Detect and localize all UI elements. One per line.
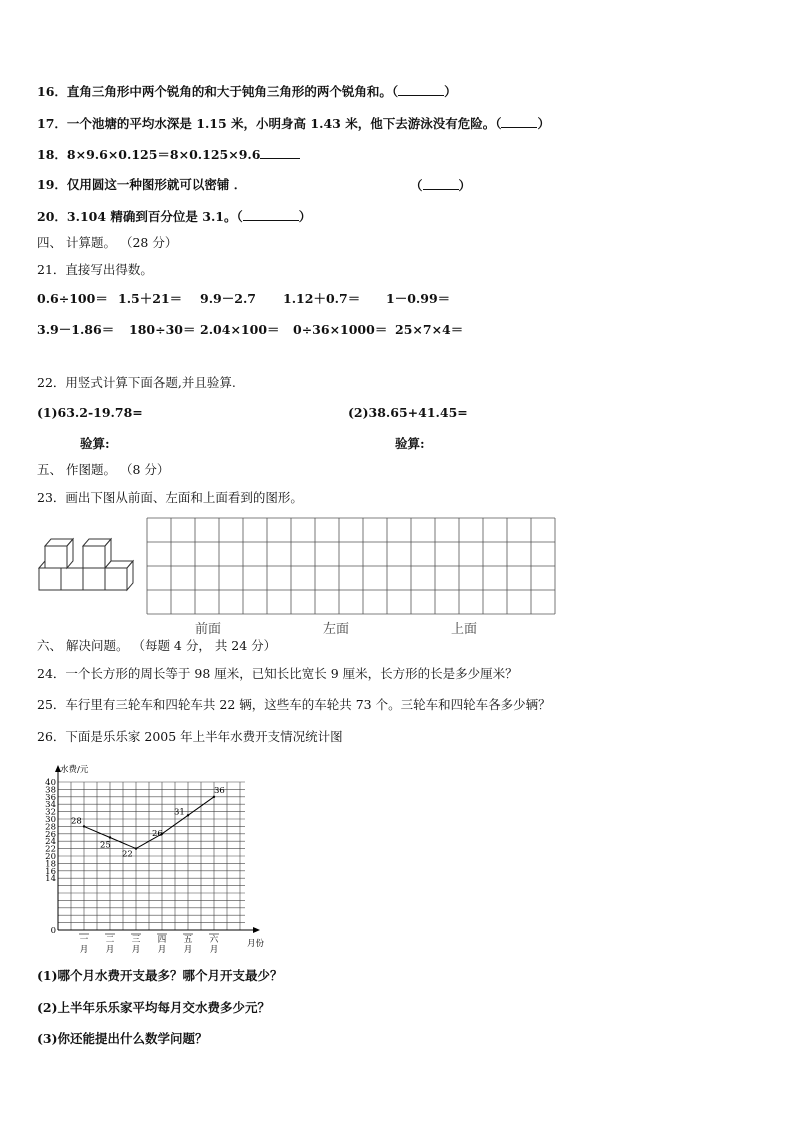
answer-blank[interactable] <box>243 208 299 221</box>
y-tick-label: 16 <box>45 866 56 877</box>
calc-item: 2.04×100＝ <box>200 322 280 337</box>
x-tick-label: 二月 <box>105 935 115 955</box>
question-26: 26．下面是乐乐家 2005 年上半年水费开支情况统计图 <box>37 729 343 744</box>
data-point <box>213 796 215 798</box>
data-point <box>135 847 137 849</box>
question-24: 24．一个长方形的周长等于 98 厘米，已知长比宽长 9 厘米，长方形的长是多少厘米？ <box>37 666 518 681</box>
question-26-1: (1)哪个月水费开支最多？哪个月开支最少？ <box>37 968 283 983</box>
y-tick-label: 36 <box>45 792 56 803</box>
data-point <box>109 836 111 838</box>
calc-item: 180÷30＝ <box>129 322 196 337</box>
question-21: 21．直接写出得数。 <box>37 262 153 277</box>
question-19-text: 19．仅用圆这一种图形就可以密铺 ． <box>37 177 247 192</box>
check-label: 验算: <box>80 436 110 451</box>
drawing-grid[interactable] <box>146 517 556 615</box>
question-22-2: (2)38.65+41.45= <box>348 405 468 420</box>
question-16-text: 16．直角三角形中两个锐角的和大于钝角三角形的两个锐角和。（ <box>37 84 399 99</box>
x-tick-label: 五月 <box>183 935 193 955</box>
y-tick-label: 22 <box>45 844 56 855</box>
y-tick-label: 40 <box>45 778 56 788</box>
answer-blank[interactable] <box>501 115 537 128</box>
data-label: 22 <box>122 849 133 860</box>
question-22-1: (1)63.2-19.78= <box>37 405 143 420</box>
question-19 <box>37 177 472 193</box>
y-tick-label: 32 <box>45 807 56 818</box>
data-point <box>187 814 189 816</box>
cube-figure <box>38 537 134 593</box>
x-axis-arrow <box>253 927 260 933</box>
answer-blank[interactable] <box>260 146 300 159</box>
question-18 <box>37 146 300 163</box>
check-label: 验算: <box>395 436 425 451</box>
question-16 <box>37 83 457 100</box>
y-tick-label: 34 <box>45 800 56 811</box>
y-tick-label: 28 <box>45 822 56 833</box>
y-axis-title: 水费/元 <box>60 765 89 775</box>
bracket-open: （ <box>410 178 423 193</box>
data-label: 28 <box>71 816 82 827</box>
y-tick-label: 0 <box>50 926 56 936</box>
question-20-text: 20．3.104 精确到百分位是 3.1。（ <box>37 209 243 224</box>
x-tick-label: 四月 <box>157 935 167 955</box>
y-tick-label: 30 <box>45 815 56 825</box>
water-fee-line-chart <box>30 758 300 958</box>
y-tick-label: 24 <box>45 837 56 848</box>
data-label: 31 <box>174 807 185 818</box>
section-6-heading: 六、 解决问题。 （每题 4 分， 共 24 分） <box>37 638 277 653</box>
data-label: 25 <box>100 840 111 851</box>
question-18-text: 18．8×9.6×0.125＝8×0.125×9.6 <box>37 147 261 162</box>
y-tick-label: 26 <box>45 829 56 840</box>
label-front-view: 前面 <box>195 622 222 637</box>
x-tick-label: 三月 <box>131 935 141 955</box>
calc-item: 0÷36×1000＝ <box>293 322 388 337</box>
answer-bracket <box>410 177 471 194</box>
question-26-3: (3)你还能提出什么数学问题？ <box>37 1031 208 1046</box>
calc-item: 0.6÷100＝ <box>37 291 108 306</box>
calc-item: 25×7×4＝ <box>395 322 464 337</box>
question-26-2: (2)上半年乐乐家平均每月交水费多少元？ <box>37 1000 271 1015</box>
calc-item: 1.5＋21＝ <box>118 291 183 306</box>
calc-item: 3.9－1.86＝ <box>37 322 115 337</box>
answer-blank[interactable] <box>398 83 444 96</box>
y-tick-label: 38 <box>45 785 56 796</box>
y-tick-label: 18 <box>45 859 56 870</box>
label-top-view: 上面 <box>451 622 478 637</box>
calc-item: 9.9－2.7 <box>200 291 256 306</box>
question-16-close: ） <box>444 84 457 99</box>
section-4-heading: 四、 计算题。 （28 分） <box>37 235 178 250</box>
x-axis-title: 月份 <box>247 939 265 949</box>
label-left-view: 左面 <box>323 622 350 637</box>
y-tick-label: 14 <box>45 874 56 885</box>
y-tick-label: 20 <box>45 852 56 862</box>
question-22: 22．用竖式计算下面各题,并且验算. <box>37 375 236 390</box>
calc-item: 1.12＋0.7＝ <box>283 291 361 306</box>
data-label: 36 <box>214 785 225 796</box>
calc-item: 1－0.99＝ <box>386 291 451 306</box>
data-point <box>83 825 85 827</box>
question-17 <box>37 115 550 132</box>
x-tick-label: 一月 <box>79 935 89 955</box>
x-tick-label: 六月 <box>209 935 219 955</box>
question-17-text: 17．一个池塘的平均水深是 1.15 米，小明身高 1.43 米，他下去游泳没有危险。（ <box>37 116 502 131</box>
question-20-close: ） <box>298 209 312 224</box>
question-17-close: ） <box>537 116 550 131</box>
question-23: 23．画出下图从前面、左面和上面看到的图形。 <box>37 490 303 505</box>
question-20 <box>37 208 311 225</box>
section-5-heading: 五、 作图题。 （8 分） <box>37 462 170 477</box>
question-25: 25．车行里有三轮车和四轮车共 22 辆，这些车的车轮共 73 个。三轮车和四轮车各多少辆？ <box>37 697 551 712</box>
bracket-close: ） <box>458 178 472 193</box>
data-label: 26 <box>152 828 163 839</box>
answer-blank[interactable] <box>423 177 459 190</box>
